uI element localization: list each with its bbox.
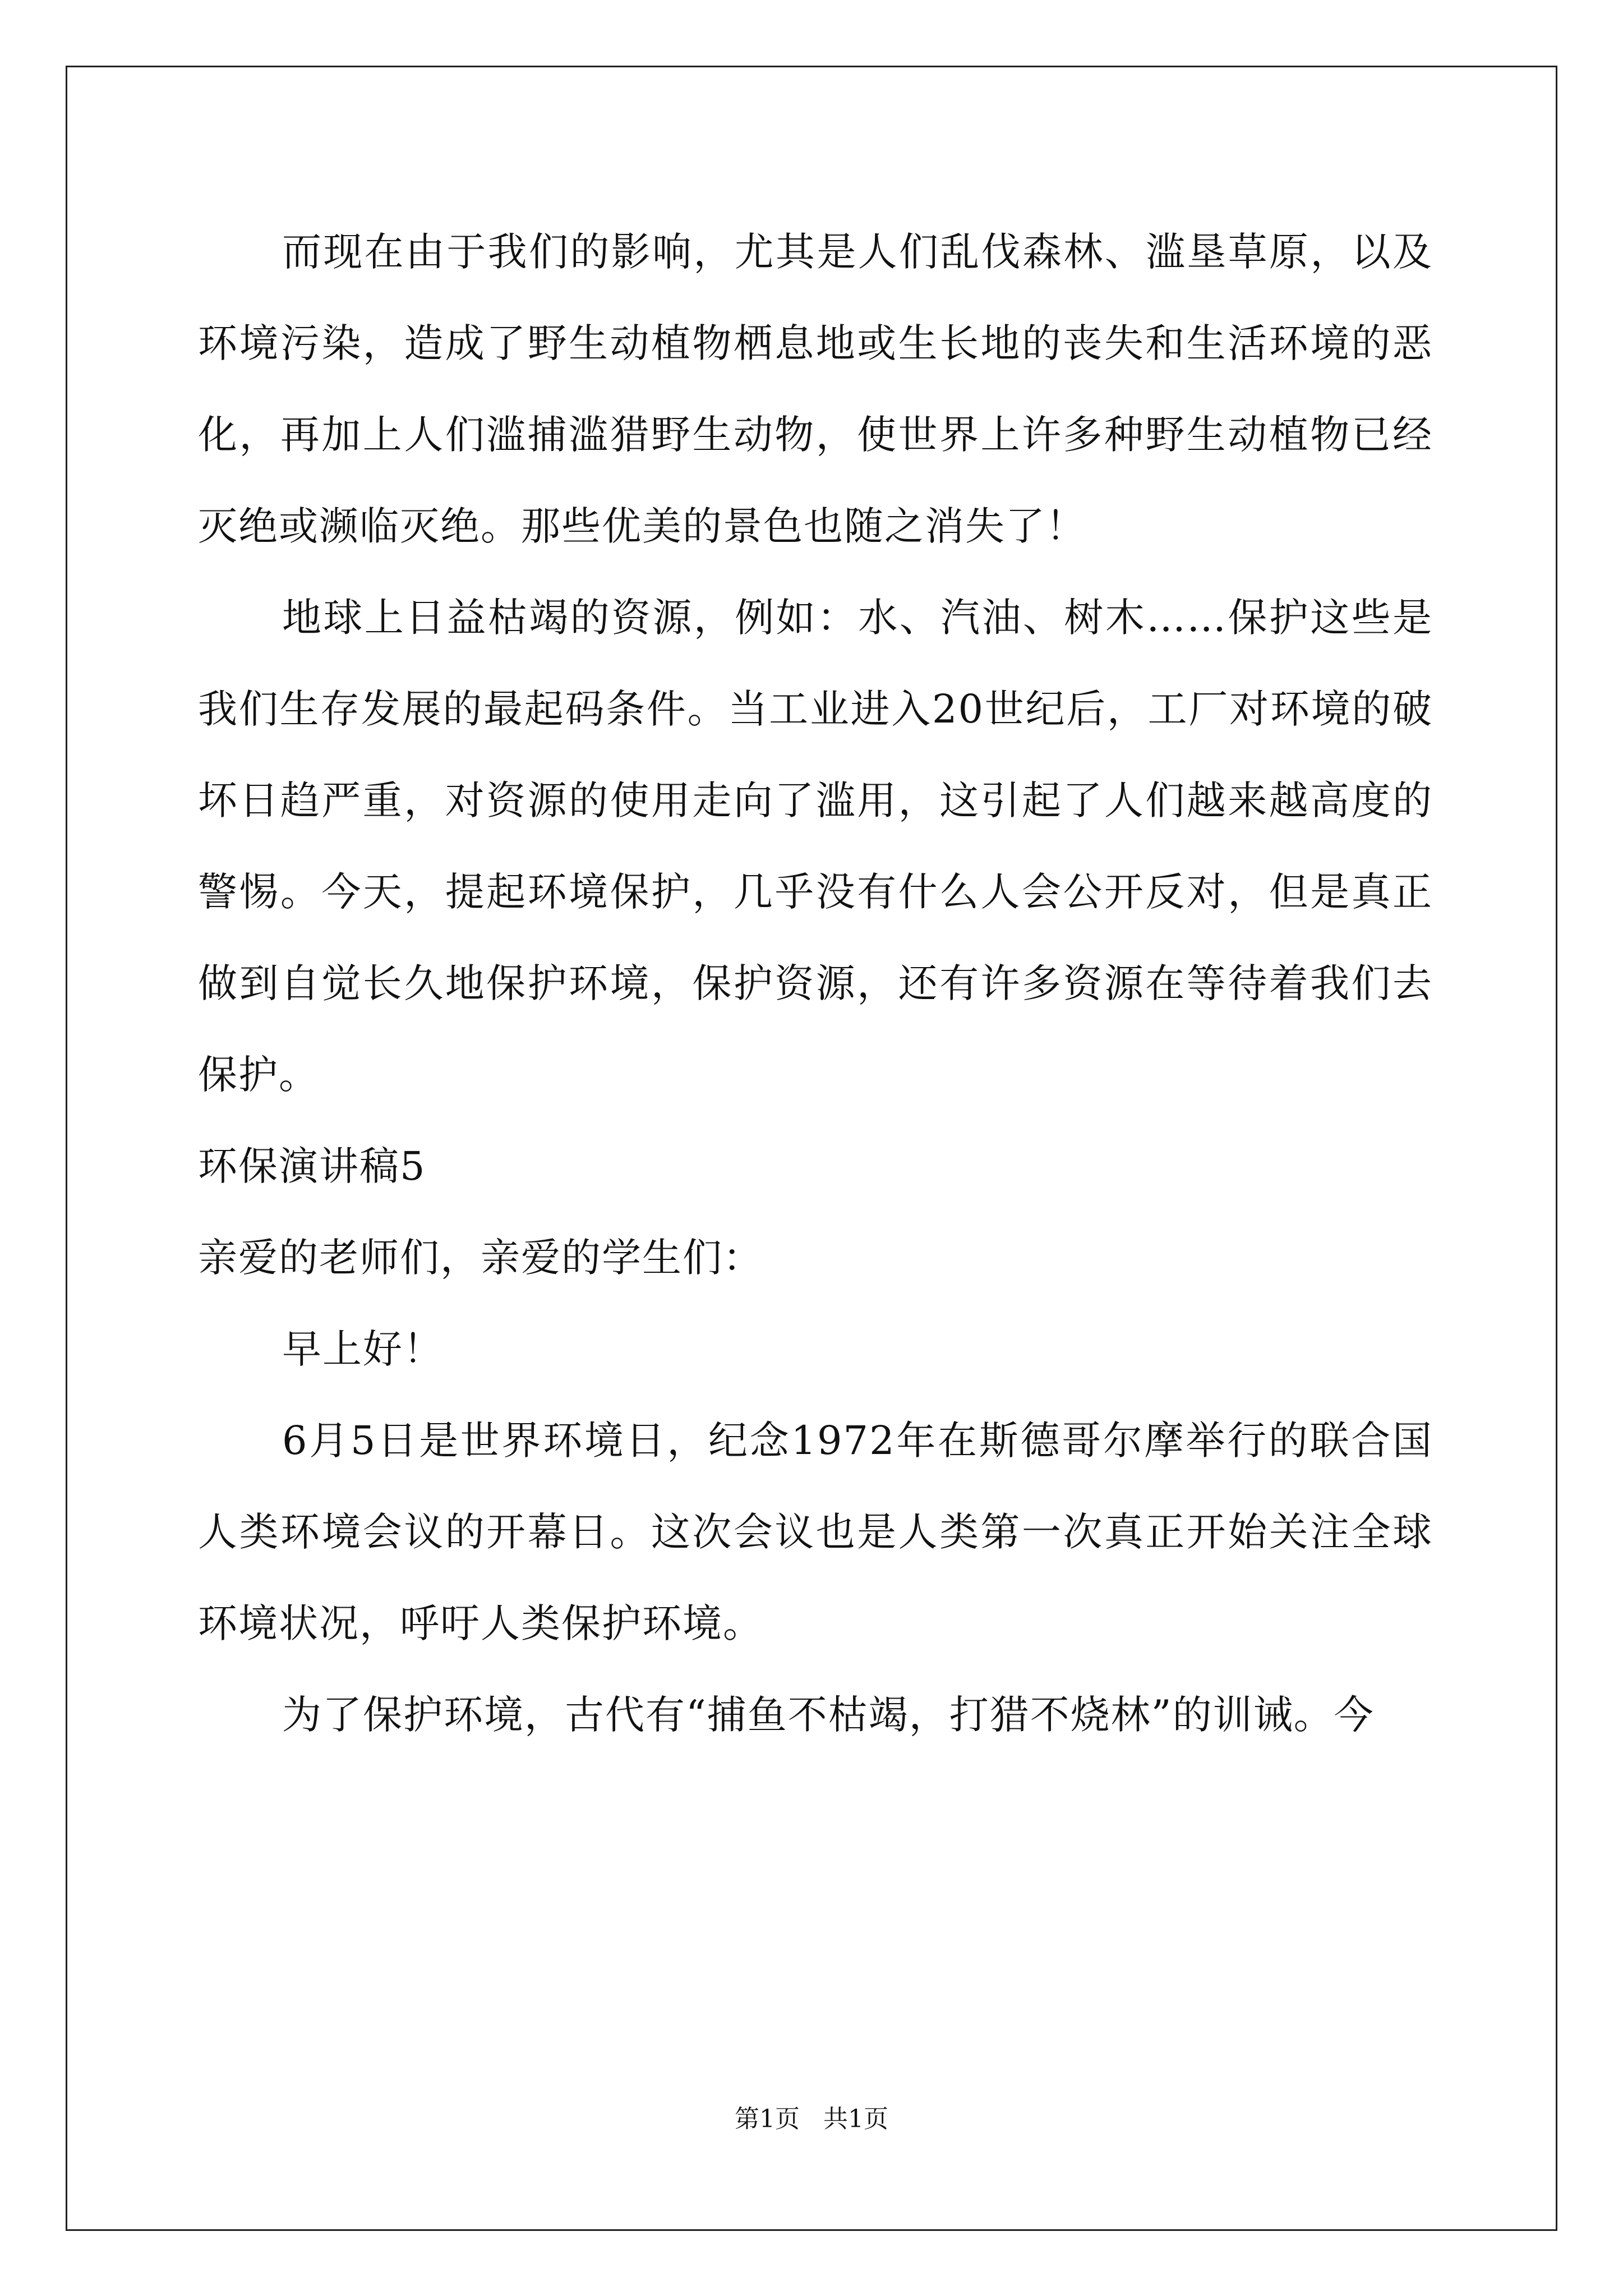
- salutation: 亲爱的老师们，亲爱的学生们：: [198, 1235, 763, 1281]
- page-footer: [0, 2102, 1623, 2136]
- page-number: 第1页: [735, 2105, 800, 2133]
- paragraph-environment-damage: 而现在由于我们的影响，尤其是人们乱伐森林、滥垦草原，以及环境污染，造成了野生动植物栖息地或生长地的丧失和生活环境的恶化，再加上人们滥捕滥猎野生动物，使世界上许多种野生动植物已经灭绝或濒临灭绝。那些优美的景色也随之消失了！: [198, 229, 1433, 549]
- section-heading: 环保演讲稿5: [198, 1143, 426, 1189]
- document-body: [198, 206, 1433, 1761]
- page-total: 共1页: [823, 2105, 888, 2133]
- paragraph-environment-day: 6月5日是世界环境日，纪念1972年在斯德哥尔摩举行的联合国人类环境会议的开幕日。这次会议也是人类第一次真正开始关注全球环境状况，呼吁人类保护环境。: [198, 1418, 1433, 1646]
- paragraph-resources: 地球上日益枯竭的资源，例如：水、汽油、树木……保护这些是我们生存发展的最起码条件。当工业进入20世纪后，工厂对环境的破坏日趋严重，对资源的使用走向了滥用，这引起了人们越来越高度的警惕。今天，提起环境保护，几乎没有什么人会公开反对，但是真正做到自觉长久地保护环境，保护资源，还有许多资源在等待着我们去保护。: [198, 595, 1433, 1098]
- greeting: 早上好！: [282, 1326, 444, 1372]
- paragraph-ancient-precept: 为了保护环境，古代有“捕鱼不枯竭，打猎不烧林”的训诫。今: [282, 1692, 1375, 1738]
